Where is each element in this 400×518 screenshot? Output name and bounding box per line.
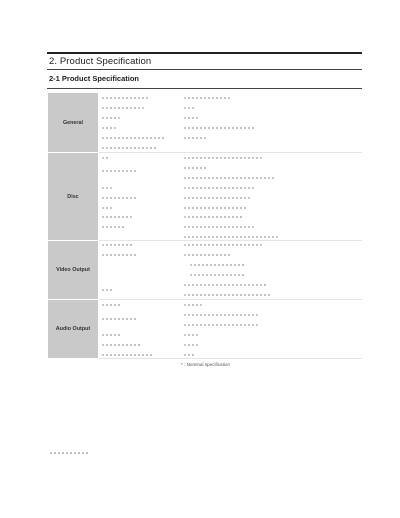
category-general bbox=[48, 93, 98, 153]
category-audio-output bbox=[48, 300, 98, 359]
page-footer bbox=[50, 452, 90, 454]
footnote: * : Nominal specification bbox=[181, 362, 231, 367]
category-audio-output-label: Audio Output bbox=[55, 326, 91, 332]
category-general-label: General bbox=[62, 119, 84, 126]
section-title: 2-1 Product Specification bbox=[49, 74, 140, 83]
row-separator bbox=[99, 152, 362, 153]
chapter-underline bbox=[47, 69, 362, 70]
category-video-output bbox=[48, 241, 98, 300]
top-rule bbox=[47, 52, 362, 54]
chapter-title: 2. Product Specification bbox=[49, 56, 152, 67]
category-disc bbox=[48, 153, 98, 241]
category-disc-label: Disc bbox=[67, 193, 79, 200]
row-separator bbox=[99, 358, 362, 359]
category-video-output-label: Video Output bbox=[56, 267, 90, 273]
row-separator bbox=[99, 299, 362, 300]
row-separator bbox=[99, 240, 362, 241]
section-underline bbox=[47, 88, 362, 89]
